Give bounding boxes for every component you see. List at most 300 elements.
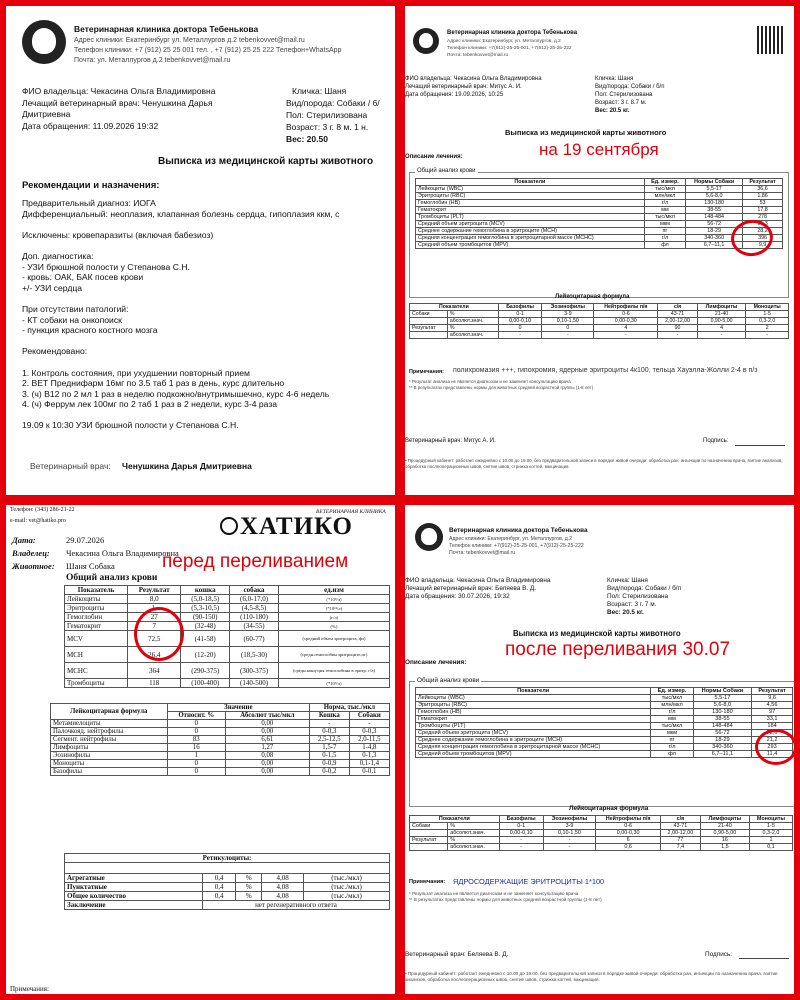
table-row (65, 892, 390, 901)
document-title: Выписка из медицинской карты животного (513, 629, 681, 638)
table-header-row (410, 816, 793, 823)
table-cell: 4 (697, 325, 746, 332)
table-cell: (*10¹²/л) (278, 604, 389, 613)
table-cell: фл (651, 751, 693, 758)
table-row (65, 901, 390, 910)
table-cell: 28,2 (743, 228, 783, 235)
blood-test-heading: Общий анализ крови (66, 573, 158, 583)
table-cell: 1-4,8 (349, 744, 389, 752)
table-cell: 43-71 (658, 311, 698, 318)
table-cell: 0,00 (225, 728, 309, 736)
table-cell: 1-5 (746, 311, 789, 318)
table-cell: Гемоглобин (65, 613, 128, 622)
table-cell: 0 (167, 768, 225, 776)
table-cell: 0-0,9 (309, 760, 349, 768)
column-header: Лимфоциты (700, 816, 749, 823)
table-cell: абсолют.знач. (447, 318, 498, 325)
table-cell: 184 (752, 723, 793, 730)
table-cell: (тыс./мкл) (304, 874, 390, 883)
table-row (65, 613, 390, 622)
table-cell: 18-29 (693, 737, 751, 744)
visit-date: Дата обращения: 11.09.2026 19:32 (22, 121, 159, 131)
table-cell (410, 318, 448, 325)
table-spacer-row (65, 863, 390, 874)
table-cell: 7,4 (660, 844, 700, 851)
table-cell: 0-0,1 (349, 768, 389, 776)
table-row (65, 631, 390, 647)
column-header: кошка (181, 586, 230, 595)
table-row (416, 702, 793, 709)
pet-weight: Вес: 20.5 кг. (595, 108, 630, 114)
table-cell: (*10⁹/л) (278, 595, 389, 604)
table-cell: абсолют.знач. (448, 830, 500, 837)
recommendation-line: +/- УЗИ сердца (22, 282, 83, 293)
table-cell: пг (651, 737, 693, 744)
table-cell: - (658, 332, 698, 339)
table-cell: 21,2 (752, 737, 793, 744)
table-cell: - (349, 720, 389, 728)
table-cell: Средний объем эритроцита (MCV) (416, 730, 651, 737)
table-cell: - (543, 837, 596, 844)
table-cell: (32-48) (181, 622, 230, 631)
notes-label: Примечания: (409, 369, 444, 375)
recommendation-line: Рекомендовано: (22, 346, 88, 357)
date-value: 29.07.2026 (66, 535, 105, 545)
table-cell: 83 (167, 736, 225, 744)
red-circle-annotation (134, 607, 184, 661)
column-header: Ретикулоциты: (65, 854, 390, 863)
table-cell: 2 (746, 325, 789, 332)
recommendation-line: Предварительный диагноз: ИОГА (22, 198, 156, 208)
table-cell: 364 (128, 663, 181, 679)
table-cell: 130-180 (693, 709, 751, 716)
clinic-logo-icon (415, 523, 443, 551)
table-cell: (4,5-8,5) (230, 604, 279, 613)
table-row (416, 695, 793, 702)
table-row (410, 318, 789, 325)
table-cell: Гематокрит (65, 622, 128, 631)
table-cell: - (543, 844, 596, 851)
table-cell: (средн.гемоглобин эритроците,пг) (278, 647, 389, 663)
recommendation-line: - кровь: ОАК, БАК посев крови (22, 272, 144, 283)
table-row (416, 737, 793, 744)
table-cell: 11,4 (752, 751, 793, 758)
pet-breed: Вид/порода: Собаки / 6/ (286, 98, 380, 108)
doctor-signature-label: Ветеринарный врач: (30, 461, 111, 471)
procedural-room-info: • Процедурный кабинет: работает ежедневно с 10.00 до 19.00, без предварительной записи в порядке живой очереди: обработка ран, инъекции по назначению врача, взятие анализов, обработка послеоперационных швов, снятие швов, стрижка когтей, вакцинация. (405, 971, 778, 982)
table-cell: Тромбоциты (65, 679, 128, 688)
table-cell: % (447, 325, 498, 332)
table-cell: 53 (743, 200, 783, 207)
table-cell (410, 332, 448, 339)
table-header-row (51, 704, 390, 712)
table-row (51, 728, 390, 736)
procedural-room-info: • Процедурный кабинет: работает ежедневно с 10.00 до 19.00, без предварительной записи в порядке живой очереди: обработка ран, инъекции по назначению врача, взятие анализов, обработка послеоперационных швов, снятие швов, стрижка когтей, вакцинация. (405, 458, 783, 469)
table-cell: 5,5-17 (686, 186, 743, 193)
table-cell: 1,5 (700, 844, 749, 851)
table-row (51, 768, 390, 776)
table-cell: Сегмент. нейтрофилы (51, 736, 168, 744)
column-header: Лимфоциты (697, 304, 746, 311)
column-header: Результат (752, 688, 793, 695)
table-cell: (%) (278, 622, 389, 631)
table-cell: 130-180 (686, 200, 743, 207)
column-header: Показатели (416, 688, 651, 695)
column-header: Результат (128, 586, 181, 595)
doctor-name: Лечащий ветеринарный врач: Митус А. И. (405, 84, 522, 90)
visit-date: Дата обращения: 19.09.2026, 10:25 (405, 92, 504, 98)
table-cell: (290-375) (181, 663, 230, 679)
table-cell: - (542, 332, 594, 339)
table-cell: Моноциты (51, 760, 168, 768)
table-cell: г/л (644, 235, 685, 242)
table-cell: 1-5 (749, 823, 792, 830)
table-cell: 278 (743, 214, 783, 221)
pet-name: Кличка: Шаня (292, 86, 347, 96)
table-cell: Эритроциты (65, 604, 128, 613)
table-cell: 97 (752, 709, 793, 716)
table-cell: 4,08 (262, 883, 304, 892)
table-cell: тыс/мкл (651, 723, 693, 730)
table-cell: Средний объем эритроцита (MCV) (416, 221, 645, 228)
table-cell: 0 (498, 325, 541, 332)
hatiko-brand: ХАТИКО (240, 513, 353, 540)
table-cell: 0 (167, 760, 225, 768)
table-row (416, 751, 793, 758)
table-cell: г/л (651, 709, 693, 716)
recommendation-line: Исключены: кровепаразиты (включая бабезиоз) (22, 229, 214, 240)
recommendation-line (22, 410, 339, 421)
table-cell: 72,6 (752, 730, 793, 737)
recommendation-line: - УЗИ брюшной полости у Степанова С.Н. (22, 261, 190, 272)
table-cell: 0 (167, 728, 225, 736)
table-cell: (60-77) (230, 631, 279, 647)
table-cell: Лимфоциты (51, 744, 168, 752)
table-cell: 95,3 (743, 221, 783, 228)
table-row (410, 311, 789, 318)
table-cell: (тыс./мкл) (304, 883, 390, 892)
table-cell: - (309, 720, 349, 728)
table-cell: 340-360 (686, 235, 743, 242)
table-row (416, 207, 783, 214)
table-header-row (65, 586, 390, 595)
footnote-1: * Результат анализа не является диагнозом и не заменяет консультацию врача (409, 891, 579, 896)
recommendations-text (22, 198, 339, 431)
hatiko-email: e-mail: vet@hatiko.pro (10, 518, 66, 524)
clinic-name: Ветеринарная клиника доктора Тебенькова (449, 527, 588, 534)
signature-line (735, 445, 785, 446)
notes-text: полихромазия +++, гипохромия, ядерные эритроциты 4к100, тельца Хауэлла-Жолли 2-4 в п/з (453, 367, 758, 374)
blood-test-box-title: Общий анализ крови (417, 168, 476, 174)
panel-clinic-recommendations (6, 6, 395, 495)
table-cell: 4,08 (262, 874, 304, 883)
table-cell: 0-0,2 (309, 768, 349, 776)
owner-value: Чекасина Ольга Владимировна (66, 548, 179, 558)
table-cell: 1,27 (225, 744, 309, 752)
table-cell: Тромбоциты (PLT) (416, 214, 645, 221)
pet-age: Возраст: 3 г. 8.7 м. (595, 100, 647, 106)
table-cell: 0,3-2,0 (746, 318, 789, 325)
table-row (410, 823, 793, 830)
table-cell: Собаки (410, 311, 448, 318)
animal-value: Шаня Собака (66, 561, 115, 571)
table-cell: мм (644, 207, 685, 214)
table-cell: (5,0-18,5) (181, 595, 230, 604)
table-cell: MCH (65, 647, 128, 663)
table-row (51, 744, 390, 752)
table-cell: Среднее содержание гемоглобина в эритроците (MCH) (416, 737, 651, 744)
column-subheader: Абсолют тыс/мкл (225, 712, 309, 720)
table-cell: 0,1-1,4 (349, 760, 389, 768)
table-cell: фл (644, 242, 685, 249)
table-row (410, 830, 793, 837)
recommendation-line (22, 219, 339, 230)
table-cell: 2,5-12,5 (309, 736, 349, 744)
table-row (410, 332, 789, 339)
table-cell: Средняя концентрация гемоглобина в эритроцитарной массе (MCHC) (416, 744, 651, 751)
recommendation-line: 19.09 к 10:30 УЗИ брюшной полости у Степанова С.Н. (22, 420, 239, 431)
table-cell: Лейкоциты (65, 595, 128, 604)
clinic-name: Ветеринарная клиника доктора Тебенькова (447, 30, 578, 36)
doctor-signature: Ветеринарный врач: Беляева В. Д. (405, 951, 509, 958)
table-cell: (*10⁹/л) (278, 679, 389, 688)
column-header: собака (230, 586, 279, 595)
clinic-email: Почта: tebenkovvet@mail.ru (447, 53, 509, 58)
table-cell: 396 (743, 235, 783, 242)
column-header: с/я (658, 304, 698, 311)
table-cell: тыс/мкл (644, 214, 685, 221)
owner-label: Владелец: (12, 548, 50, 558)
table-cell: нет регенеративного ответа (202, 901, 389, 910)
table-cell: 0-6 (594, 311, 658, 318)
column-header: Значение (167, 704, 309, 712)
table-cell (410, 844, 448, 851)
visit-date: Дата обращения: 30.07.2026, 19:32 (405, 593, 510, 600)
blood-test-table (415, 178, 783, 249)
doctor-name: Лечащий ветеринарный врач: Беляева В. Д. (405, 585, 536, 592)
table-cell: тыс/мкл (644, 186, 685, 193)
table-cell: Базофилы (51, 768, 168, 776)
column-subheader: Собаки (349, 712, 389, 720)
table-cell: 36,6 (743, 186, 783, 193)
table-cell: (6,0-17,0) (230, 595, 279, 604)
animal-label: Животное: (12, 561, 55, 571)
table-cell: 7 (128, 622, 181, 631)
footnote-2: ** В результатах представлены нормы для животных средней возрастной группы (1-8 лет) (409, 897, 602, 902)
table-cell: Заключение (65, 901, 203, 910)
table-cell: 0-1 (499, 823, 543, 830)
column-subheader: Относит. % (167, 712, 225, 720)
table-cell: 5,5-17 (693, 695, 751, 702)
table-row (416, 730, 793, 737)
table-cell: 0,4 (202, 883, 235, 892)
table-cell: Лейкоциты (WBC) (416, 695, 651, 702)
footnote-1: * Результат анализа не является диагнозом и не заменяет консультацию врача (409, 379, 571, 384)
table-cell: Агрегатные (65, 874, 203, 883)
table-cell: 0,00 (225, 760, 309, 768)
table-cell: 5,6-8,0 (693, 702, 751, 709)
pet-sex: Пол: Стерилизована (607, 593, 669, 600)
recommendation-line: 2. ВЕТ Преднифарм 16мг по 3.5 таб 1 раз в день, курс длительно (22, 378, 285, 389)
table-cell: (90-150) (181, 613, 230, 622)
table-header-row (65, 854, 390, 863)
table-row (65, 663, 390, 679)
clinic-phones: Телефон клиники: +7(912)-25-25-001, +7(912)-25-25-222 (447, 46, 572, 51)
hatiko-phone: Телефон: (343) 286-21-22 (10, 507, 75, 513)
table-cell: Лейкоциты (WBC) (416, 186, 645, 193)
table-row (416, 200, 783, 207)
document-title: Выписка из медицинской карты животного (158, 156, 374, 167)
table-cell: Гематокрит (416, 207, 645, 214)
signature-label: Подпись: (705, 951, 733, 958)
table-row (416, 242, 783, 249)
notes-label: Примечания: (10, 985, 49, 993)
table-row (65, 604, 390, 613)
leukocyte-formula-table (409, 303, 789, 339)
column-header: Показатели (416, 179, 645, 186)
owner-name: ФИО владельца: Чекасина Ольга Владимировна (405, 577, 551, 584)
table-cell: 2,0-11,5 (349, 736, 389, 744)
leukocyte-formula-title: Лейкоцитарная формула (569, 805, 649, 812)
table-row (65, 622, 390, 631)
table-cell: 0,00-0,30 (594, 318, 658, 325)
table-row (416, 709, 793, 716)
table-cell: 5,6-8,0 (686, 193, 743, 200)
column-header: Нейтрофилы п/я (594, 304, 658, 311)
table-cell: 6,7–11,1 (693, 751, 751, 758)
table-row (65, 874, 390, 883)
table-cell: абсолют.знач. (448, 844, 500, 851)
table-cell: % (447, 311, 498, 318)
hatiko-small-brand: ВЕТЕРИНАРНАЯ КЛИНИКА (316, 509, 386, 515)
date-label: Дата: (12, 535, 36, 545)
table-cell: Гемоглобин (HB) (416, 709, 651, 716)
column-header: Ед. измер. (644, 179, 685, 186)
column-header: с/я (660, 816, 700, 823)
notes-text: ЯДРОСОДЕРЖАЩИЕ ЭРИТРОЦИТЫ 1*100 (453, 877, 605, 886)
column-header: Норма, тыс./мкл (309, 704, 389, 712)
pet-name: Кличка: Шаня (607, 577, 648, 584)
clinic-address: Адрес клиники: Екатеринбург ул. Металлургов д.2 tebenkovvet@mail.ru (74, 37, 305, 44)
table-cell: 1 (167, 752, 225, 760)
table-row (65, 883, 390, 892)
recommendation-line: Доп. диагностика: (22, 250, 94, 261)
panel-blood-test-19-sep (405, 6, 794, 495)
doctor-signature: Ветеринарный врач: Митус А. И. (405, 438, 496, 444)
recommendation-line: - пункция красного костного мозга (22, 325, 158, 336)
table-cell: (100-400) (181, 679, 230, 688)
table-cell: 77 (660, 837, 700, 844)
table-cell: 9,9 (743, 242, 783, 249)
table-cell: 0-1 (498, 311, 541, 318)
table-cell: Гемоглобин (HB) (416, 200, 645, 207)
clinic-phones: Телефон клиники: +7 (912) 25 25 001 тел. , +7 (912) 25 25 222 Телефон+WhatsApp (74, 47, 342, 54)
column-header: ед.изм (278, 586, 389, 595)
table-cell: Средний объем тромбоцитов (MPV) (416, 242, 645, 249)
table-row (51, 736, 390, 744)
column-header: Нормы Собаки (686, 179, 743, 186)
table-cell: мкм (651, 730, 693, 737)
clinic-address: Адрес клиники: Екатеринбург, ул. Металлургов, д.2 (449, 536, 573, 542)
table-cell: 340-360 (693, 744, 751, 751)
table-row (65, 595, 390, 604)
pet-age: Возраст: 3 г. 8 м. 1 н. (286, 122, 369, 132)
blood-test-table (415, 687, 793, 758)
table-cell: Эритроциты (RBC) (416, 702, 651, 709)
table-cell: 0,00 (225, 768, 309, 776)
pet-breed: Вид/порода: Собаки / б/п (595, 84, 665, 90)
column-header: Моноциты (746, 304, 789, 311)
pet-sex: Пол: Стерилизована (286, 110, 368, 120)
table-cell: (18,5-30) (230, 647, 279, 663)
table-cell: 4,08 (262, 892, 304, 901)
table-cell: млн/мкл (644, 193, 685, 200)
table-cell: 0,08 (225, 752, 309, 760)
table-row (51, 752, 390, 760)
table-cell: - (697, 332, 746, 339)
blood-test-table (64, 585, 390, 688)
table-row (416, 214, 783, 221)
clinic-address: Адрес клиники: Екатеринбург, ул. Металлургов, д.2 (447, 39, 561, 44)
table-cell: % (236, 892, 262, 901)
table-cell: Результат (410, 325, 448, 332)
handwritten-annotation: после переливания 30.07 (505, 639, 731, 660)
pet-breed: Вид/порода: Собаки / б/п (607, 585, 681, 592)
table-cell: 56-72 (693, 730, 751, 737)
table-cell: - (499, 837, 543, 844)
table-cell: 0,00-0,10 (498, 318, 541, 325)
clinic-name: Ветеринарная клиника доктора Тебенькова (74, 24, 259, 34)
doctor-name-cont: Дмитриевна (22, 109, 71, 119)
column-header: Показатели (410, 304, 499, 311)
table-cell: % (236, 874, 262, 883)
table-cell: 2,00-12,00 (660, 830, 700, 837)
table-cell: (300-375) (230, 663, 279, 679)
handwritten-annotation: на 19 сентября (539, 140, 659, 159)
recommendation-line (22, 336, 339, 347)
table-cell: 0-1,3 (349, 752, 389, 760)
table-cell: (34-55) (230, 622, 279, 631)
table-row (416, 228, 783, 235)
clinic-phones: Телефон клиники: +7(912)-25-25-001, +7(912)-25-25-222 (449, 543, 584, 549)
table-cell: (средн.конц-ция гемоглобина в эритр. г/л) (278, 663, 389, 679)
description-heading: Описание лечения: (405, 659, 467, 666)
table-cell: 3-9 (543, 823, 596, 830)
table-cell: Общее количество (65, 892, 203, 901)
table-cell: 17,8 (743, 207, 783, 214)
table-cell: Средняя концентрация гемоглобина в эритроцитарной массе (MCHC) (416, 235, 645, 242)
column-header: Результат (743, 179, 783, 186)
pet-name: Кличка: Шаня (595, 76, 634, 82)
table-row (416, 723, 793, 730)
leukocyte-formula-title: Лейкоцитарная формула (555, 294, 630, 300)
table-cell: - (499, 844, 543, 851)
reticulocytes-table (64, 853, 390, 910)
table-cell: 0,4 (202, 892, 235, 901)
clinic-email: Почта: tebenkovvet@mail.ru (449, 550, 516, 556)
column-header: Эозинофилы (543, 816, 596, 823)
recommendation-line (22, 293, 339, 304)
pet-weight: Вес: 20.5 кг. (607, 609, 644, 616)
table-cell: 118 (128, 679, 181, 688)
recommendations-heading: Рекомендации и назначения: (22, 180, 160, 191)
table-cell: Собаки (410, 823, 448, 830)
table-cell: 2,00-12,00 (658, 318, 698, 325)
table-cell: 38-55 (686, 207, 743, 214)
table-cell: 72,5 (128, 631, 181, 647)
table-cell: тыс/мкл (651, 695, 693, 702)
table-row (65, 679, 390, 688)
